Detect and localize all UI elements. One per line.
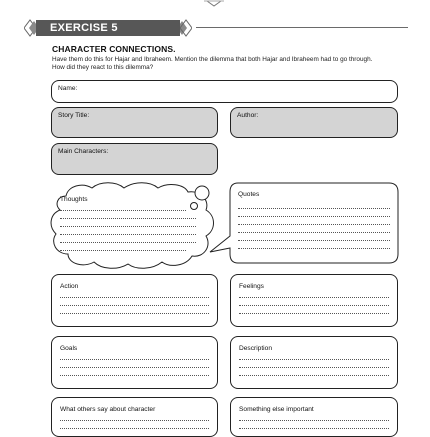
writing-line: [60, 234, 196, 236]
writing-line: [238, 240, 390, 242]
writing-line: [60, 242, 196, 244]
writing-line: [239, 297, 389, 299]
thoughts-section[interactable]: [46, 178, 216, 272]
story-title-label: Story Title:: [58, 112, 90, 119]
writing-line: [238, 232, 390, 234]
writing-line: [60, 313, 209, 315]
story-title-field[interactable]: [51, 107, 218, 138]
section-heading: CHARACTER CONNECTIONS.: [52, 44, 176, 54]
description-label: Description: [239, 345, 272, 352]
page-top-chevron-icon: [204, 0, 224, 8]
feelings-label: Feelings: [239, 283, 264, 290]
thoughts-label: Thoughts: [60, 196, 88, 203]
goals-label: Goals: [60, 345, 78, 352]
writing-line: [239, 313, 389, 315]
quotes-section[interactable]: [230, 183, 398, 263]
writing-line: [60, 375, 209, 377]
writing-line: [60, 218, 196, 220]
name-field[interactable]: [51, 80, 398, 103]
feelings-section[interactable]: [230, 274, 398, 327]
writing-line: [238, 224, 390, 226]
writing-line: [239, 420, 389, 422]
description-section[interactable]: [230, 336, 398, 389]
writing-line: [60, 359, 209, 361]
writing-line: [239, 305, 389, 307]
writing-line: [60, 305, 209, 307]
name-label: Name:: [58, 85, 78, 92]
others-say-section[interactable]: [51, 397, 218, 437]
writing-line: [60, 297, 209, 299]
writing-line: [238, 248, 390, 250]
writing-line: [238, 208, 390, 210]
action-label: Action: [60, 283, 79, 290]
author-field[interactable]: [230, 107, 398, 138]
others-say-label: What others say about character: [60, 406, 156, 413]
writing-line: [60, 210, 186, 212]
writing-line: [239, 375, 389, 377]
main-characters-label: Main Characters:: [58, 148, 109, 155]
writing-line: [239, 359, 389, 361]
writing-line: [60, 250, 186, 252]
exercise-banner: EXERCISE 5: [36, 20, 180, 36]
writing-line: [60, 367, 209, 369]
banner-rule: [196, 27, 408, 28]
goals-section[interactable]: [51, 336, 218, 389]
writing-line: [60, 226, 196, 228]
action-section[interactable]: [51, 274, 218, 327]
something-else-section[interactable]: [230, 397, 398, 437]
main-characters-field[interactable]: [51, 143, 218, 175]
quotes-label: Quotes: [238, 191, 260, 198]
author-label: Author:: [237, 112, 259, 119]
writing-line: [60, 420, 209, 422]
writing-line: [238, 216, 390, 218]
something-else-label: Something else important: [239, 406, 314, 413]
instructions-text: Have them do this for Hajar and Ibraheem. Mention the dilemma that both Hajar and Ibraheem had to go through. How did they react to this dilemma?: [52, 56, 373, 71]
writing-line: [239, 367, 389, 369]
